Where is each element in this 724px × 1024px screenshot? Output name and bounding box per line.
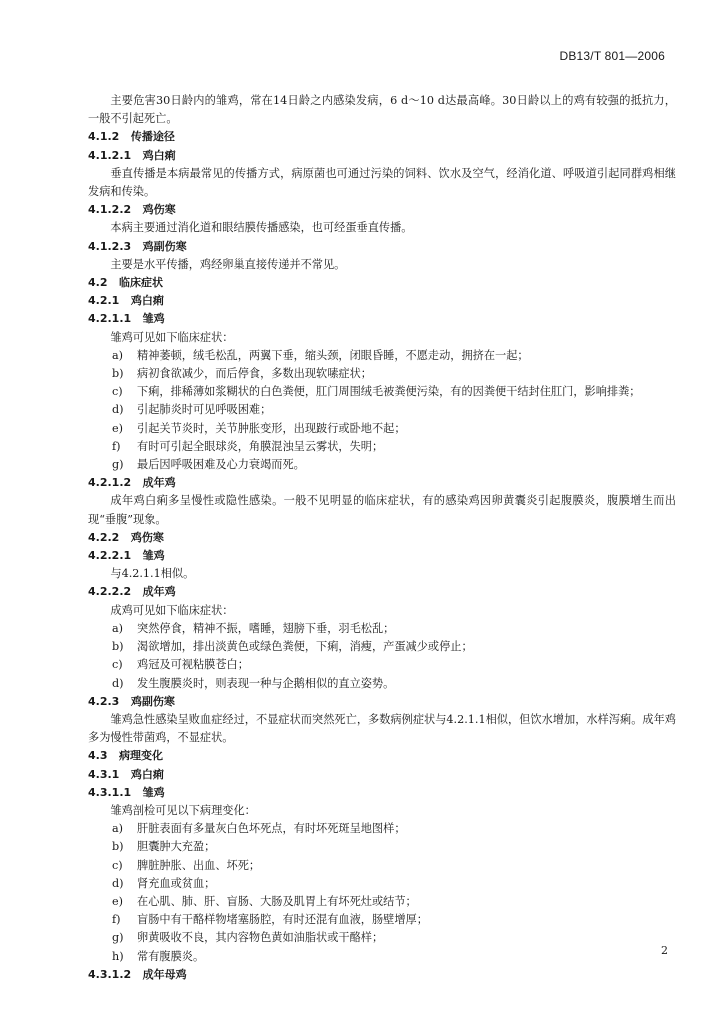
list-item-text: 有时可引起全眼球炎，角膜混浊呈云雾状，失明； [137, 439, 384, 453]
list-item [88, 875, 676, 893]
section-number: 4.1.2.3 [88, 239, 132, 253]
list-item-text: 脾脏肿胀、出血、坏死； [137, 858, 261, 872]
list-item-marker: a) [112, 348, 124, 362]
section-title: 鸡伤寒 [142, 203, 176, 217]
section-number: 4.3 [88, 749, 108, 763]
section-title: 鸡伤寒 [130, 530, 164, 544]
document-body [88, 92, 676, 984]
section-heading [88, 201, 676, 219]
paragraph: 雏鸡可见如下临床症状： [110, 330, 234, 344]
list-item-marker: b) [112, 840, 124, 854]
section-heading [88, 474, 676, 492]
list-item [88, 365, 676, 383]
list-item [88, 857, 676, 875]
list-item [88, 420, 676, 438]
section-title: 雏鸡 [142, 785, 165, 799]
section-title: 鸡副伤寒 [142, 239, 187, 253]
section-title: 雏鸡 [142, 549, 165, 563]
section-heading [88, 547, 676, 565]
section-heading [88, 583, 676, 601]
list-item-marker: c) [112, 858, 123, 872]
list-item-text: 精神萎顿，绒毛松乱，两翼下垂，缩头颈，闭眼昏睡，不愿走动，拥挤在一起； [137, 348, 529, 362]
list-item [88, 838, 676, 856]
list-item [88, 948, 676, 966]
paragraph: 成鸡可见如下临床症状： [110, 603, 234, 617]
section-heading [88, 766, 676, 784]
list-item-marker: c) [112, 658, 123, 672]
list-item-marker: a) [112, 621, 124, 635]
paragraph: 雏鸡急性感染呈败血症经过，不显症状而突然死亡，多数病例症状与4.2.1.1相似，但饮水增加，水样泻痢。成年鸡多为慢性带菌鸡，不显症状。 [88, 712, 676, 745]
list-item [88, 347, 676, 365]
section-number: 4.2.1 [88, 294, 120, 308]
list-item-marker: h) [112, 949, 124, 963]
list-item [88, 820, 676, 838]
list-item-marker: b) [112, 640, 124, 654]
section-number: 4.1.2.2 [88, 203, 132, 217]
section-title: 成年鸡 [142, 476, 176, 490]
page-number: 2 [661, 944, 668, 957]
list-item-text: 肝脏表面有多量灰白色坏死点，有时坏死斑呈地图样； [137, 822, 406, 836]
list-item-marker: b) [112, 367, 124, 381]
list-item-marker: f) [112, 913, 121, 927]
list-item [88, 638, 676, 656]
list-item [88, 656, 676, 674]
section-number: 4.2 [88, 276, 108, 290]
section-heading [88, 292, 676, 310]
list-item-text: 卵黄吸收不良，其内容物色黄如油脂状或干酪样； [137, 931, 384, 945]
list-item-marker: g) [112, 458, 124, 472]
list-item-marker: f) [112, 439, 121, 453]
list-item [88, 675, 676, 693]
section-heading [88, 693, 676, 711]
list-item-text: 下痢，排稀薄如浆糊状的白色粪便，肛门周围绒毛被粪便污染，有的因粪便干结封住肛门，影响排粪； [137, 385, 641, 399]
section-number: 4.2.1.1 [88, 312, 132, 326]
list-item-text: 胆囊肿大充盈； [137, 840, 216, 854]
section-title: 病理变化 [119, 749, 163, 763]
list-item-text: 突然停食，精神不振，嗜睡，翅膀下垂，羽毛松乱； [137, 621, 395, 635]
paragraph: 主要是水平传播，鸡经卵巢直接传递并不常见。 [110, 257, 346, 271]
list-item-text: 病初食欲减少，而后停食，多数出现软嗉症状； [137, 367, 372, 381]
list-item-text: 肾充血或贫血； [137, 876, 216, 890]
list-item-text: 发生腹膜炎时，则表现一种与企鹅相似的直立姿势。 [137, 676, 395, 690]
list-item [88, 438, 676, 456]
section-title: 鸡白痢 [130, 767, 164, 781]
list-item [88, 911, 676, 929]
list-item-text: 盲肠中有干酪样物堵塞肠腔，有时还混有血液，肠壁增厚； [137, 913, 428, 927]
section-heading [88, 274, 676, 292]
list-item-text: 最后因呼吸困难及心力衰竭而死。 [137, 458, 305, 472]
section-title: 传播途径 [130, 130, 175, 144]
section-title: 成年鸡 [142, 585, 176, 599]
section-heading [88, 529, 676, 547]
list-item-marker: g) [112, 931, 124, 945]
section-number: 4.1.2 [88, 130, 120, 144]
section-title: 鸡白痢 [142, 148, 176, 162]
section-heading [88, 310, 676, 328]
paragraph: 主要危害30日龄内的雏鸡，常在14日龄之内感染发病，6 d～10 d达最高峰。30日龄以上的鸡有较强的抵抗力，一般不引起死亡。 [88, 94, 676, 126]
list-item-marker: e) [112, 894, 123, 908]
section-number: 4.2.2.2 [88, 585, 132, 599]
paragraph: 与4.2.1.1相似。 [110, 567, 195, 581]
section-number: 4.2.3 [88, 694, 120, 708]
section-number: 4.3.1.1 [88, 785, 132, 799]
list-item-text: 鸡冠及可视粘膜苍白； [137, 658, 249, 672]
list-item [88, 401, 676, 419]
list-item-marker: d) [112, 876, 124, 890]
section-heading [88, 966, 676, 984]
list-item [88, 383, 676, 401]
section-title: 雏鸡 [142, 312, 165, 326]
list-item-text: 渴欲增加，排出淡黄色或绿色粪便，下痢，消瘦，产蛋减少或停止； [137, 640, 473, 654]
section-title: 临床症状 [119, 276, 163, 290]
section-number: 4.1.2.1 [88, 148, 132, 162]
section-title: 成年母鸡 [142, 967, 187, 981]
list-item-marker: e) [112, 421, 123, 435]
standard-number: DB13/T 801—2006 [559, 49, 665, 63]
list-item-marker: d) [112, 676, 124, 690]
paragraph: 垂直传播是本病最常见的传播方式，病原菌也可通过污染的饲料、饮水及空气，经消化道、呼吸道引起同群鸡相继发病和传染。 [88, 166, 676, 199]
section-heading [88, 747, 676, 765]
paragraph: 成年鸡白痢多呈慢性或隐性感染。一般不见明显的临床症状，有的感染鸡因卵黄囊炎引起腹膜炎，腹膜增生而出现“垂腹”现象。 [88, 494, 676, 526]
section-title: 鸡副伤寒 [130, 694, 175, 708]
list-item [88, 929, 676, 947]
paragraph: 本病主要通过消化道和眼结膜传播感染，也可经蛋垂直传播。 [110, 221, 413, 235]
section-heading [88, 147, 676, 165]
list-item-marker: d) [112, 403, 124, 417]
section-title: 鸡白痢 [130, 294, 164, 308]
list-item [88, 893, 676, 911]
paragraph: 雏鸡剖检可见以下病理变化： [110, 803, 256, 817]
list-item [88, 620, 676, 638]
section-heading [88, 128, 676, 146]
section-heading [88, 784, 676, 802]
list-item-text: 在心肌、肺、肝、盲肠、大肠及肌胃上有坏死灶或结节； [137, 894, 417, 908]
section-number: 4.3.1.2 [88, 967, 132, 981]
section-heading [88, 238, 676, 256]
list-item-text: 引起关节炎时，关节肿胀变形，出现跛行或卧地不起； [137, 421, 406, 435]
section-number: 4.2.1.2 [88, 476, 132, 490]
section-number: 4.2.2.1 [88, 549, 132, 563]
section-number: 4.3.1 [88, 767, 120, 781]
section-number: 4.2.2 [88, 530, 120, 544]
list-item-marker: c) [112, 385, 123, 399]
list-item-marker: a) [112, 822, 124, 836]
list-item [88, 456, 676, 474]
list-item-text: 常有腹膜炎。 [137, 949, 205, 963]
list-item-text: 引起肺炎时可见呼吸困难； [137, 403, 272, 417]
